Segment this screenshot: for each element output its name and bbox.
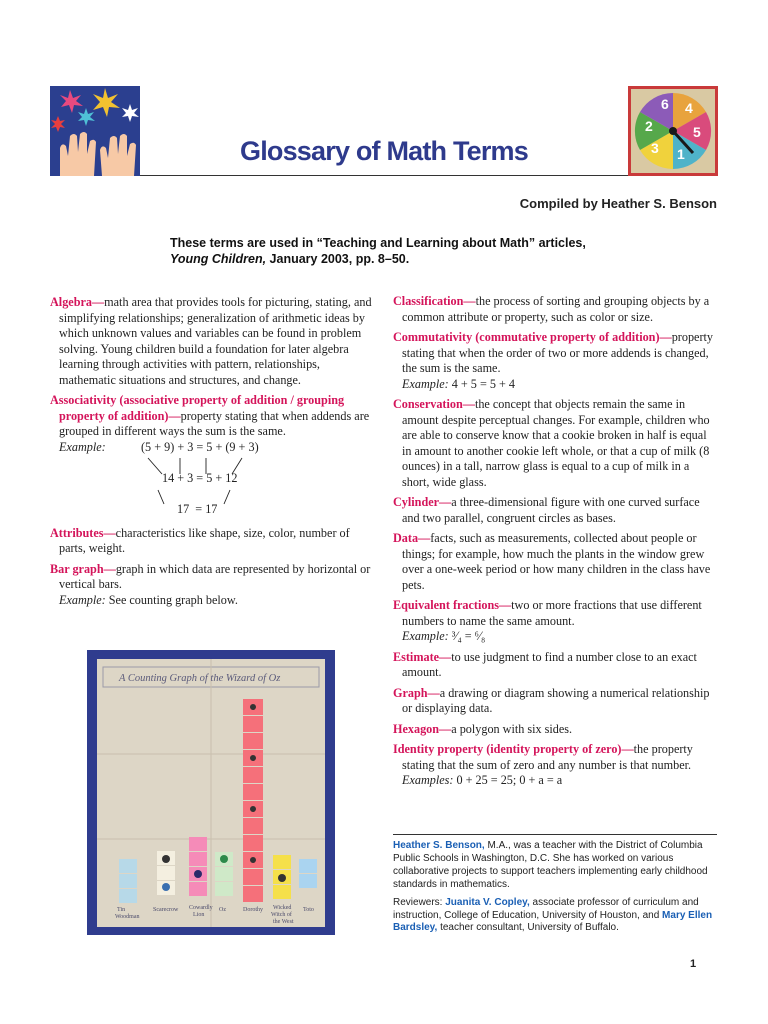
entry-algebra bbox=[50, 295, 375, 388]
term-label: Cylinder— bbox=[393, 495, 452, 509]
example-text: See counting graph below. bbox=[105, 592, 238, 607]
svg-text:3: 3 bbox=[651, 140, 659, 156]
reviewer-text: associate professor of curriculum and instruction, College of Education, University of Houston, and bbox=[393, 896, 699, 921]
term-label: Algebra— bbox=[50, 295, 105, 309]
svg-text:Woodman: Woodman bbox=[115, 914, 140, 920]
svg-text:2: 2 bbox=[645, 118, 653, 134]
term-label: Equivalent fractions— bbox=[393, 598, 512, 612]
svg-text:5: 5 bbox=[693, 124, 701, 140]
example-label: Example: bbox=[59, 592, 106, 607]
definition: the process of sorting and grouping objects by a common attribute or property, such as color or size. bbox=[402, 294, 710, 324]
svg-text:Witch of: Witch of bbox=[271, 912, 292, 918]
example-label: Example: bbox=[402, 376, 449, 391]
example-line-2: 14 + 3 = 5 + 12 bbox=[162, 470, 238, 485]
intro-line: These terms are used in “Teaching and Learning about Math” articles, bbox=[170, 236, 586, 250]
entry-estimate bbox=[393, 650, 718, 681]
example-label: Examples: bbox=[402, 773, 454, 787]
reviewers-note bbox=[393, 897, 717, 936]
bar-cowardly-lion bbox=[189, 837, 207, 896]
term-label: Hexagon— bbox=[393, 721, 452, 736]
poster-title: A Counting Graph of the Wizard of Oz bbox=[119, 673, 281, 684]
bar-dorothy bbox=[243, 699, 263, 902]
author-note bbox=[393, 840, 717, 892]
poster-board bbox=[97, 659, 325, 927]
reviewer-name: Mary Ellen Bardsley, bbox=[393, 909, 713, 934]
term-label: Bar graph— bbox=[50, 561, 116, 576]
definition: math area that provides tools for picturing, stating, and simplifying relationships; generalization of arithmetic ideas by which unknown values and variables can be found in problem solving. Young children build a foundation for later algebra learning through activities with pattern, relationships, mathematic situations and structures, and change. bbox=[59, 295, 372, 387]
term-label: Associativity (associative property of addition / grouping property of addition)— bbox=[50, 393, 345, 423]
svg-text:4: 4 bbox=[685, 100, 693, 116]
definition: facts, such as measurements, collected about people or things; for example, how much the plants in the window grew over a one-week period or how many children in the class have pets. bbox=[402, 531, 711, 592]
page-title: Glossary of Math Terms bbox=[240, 136, 528, 166]
definition: graph in which data are represented by horizontal or vertical bars. bbox=[59, 561, 371, 591]
definition: a polygon with six sides. bbox=[451, 721, 573, 736]
entry-data bbox=[393, 531, 718, 593]
example bbox=[402, 629, 718, 645]
svg-text:Cowardly: Cowardly bbox=[189, 905, 213, 911]
svg-text:Oz: Oz bbox=[219, 907, 226, 913]
bar-scarecrow bbox=[157, 851, 175, 895]
entry-commutativity bbox=[393, 330, 718, 392]
definition: property stating that when addends are grouped in different ways the sum is the same. bbox=[59, 408, 370, 438]
bar-oz bbox=[215, 852, 233, 896]
svg-text:6: 6 bbox=[661, 96, 669, 112]
definition: the property stating that the sum of zero and any number is that number. bbox=[402, 742, 693, 772]
example-line-1: (5 + 9) + 3 = 5 + (9 + 3) bbox=[141, 439, 259, 454]
author-bio bbox=[393, 840, 717, 940]
svg-text:Wicked: Wicked bbox=[273, 905, 292, 911]
header-illustration-hands bbox=[50, 86, 140, 176]
title-rule bbox=[140, 175, 628, 176]
poster-drawing bbox=[97, 659, 325, 927]
associativity-example bbox=[50, 439, 375, 516]
entry-classification bbox=[393, 294, 718, 325]
svg-text:Lion: Lion bbox=[193, 912, 205, 918]
term-label: Identity property (identity property of zero)— bbox=[393, 742, 634, 756]
definition: the concept that objects remain the same in amount despite perceptual changes. For example, children who are able to conserve know that a cookie broken in half is equal in amount to another cookie left whole, or that a cup of milk (8 ounces) in a tall, narrow glass is equal to a cup of milk in a short, wide glass. bbox=[402, 397, 710, 489]
page-number: 1 bbox=[690, 958, 697, 970]
definition: a three-dimensional figure with one curved surface and two parallel, congruent circles as bases. bbox=[402, 495, 700, 525]
example-label: Example: bbox=[59, 439, 106, 454]
bar-toto bbox=[299, 859, 317, 888]
example-line-3: 17 = 17 bbox=[177, 501, 218, 516]
definition: property stating that when the order of two or more addends is changed, the sum is the same. bbox=[402, 330, 713, 375]
example-text: ³⁄₄ = ⁶⁄₈ bbox=[448, 629, 486, 643]
svg-text:Dorothy: Dorothy bbox=[243, 907, 263, 913]
definition: a drawing or diagram showing a numerical relationship or displaying data. bbox=[402, 685, 710, 715]
entry-bar-graph bbox=[50, 562, 375, 609]
svg-text:Tin: Tin bbox=[117, 907, 126, 913]
intro-note bbox=[170, 235, 610, 267]
entry-cylinder bbox=[393, 495, 718, 526]
term-label: Commutativity (commutative property of addition)— bbox=[393, 330, 672, 344]
entry-identity-property bbox=[393, 742, 718, 789]
intro-citation: January 2003, pp. 8–50. bbox=[266, 252, 410, 266]
reviewer-name: Juanita V. Copley, bbox=[445, 896, 530, 908]
svg-text:the West: the West bbox=[273, 919, 294, 925]
example bbox=[402, 377, 718, 393]
glossary-right-column bbox=[393, 294, 718, 794]
term-label: Attributes— bbox=[50, 525, 116, 540]
reviewer-text: teacher consultant, University of Buffalo. bbox=[437, 922, 619, 934]
reviewers-label: Reviewers: bbox=[393, 896, 446, 908]
example-text: 4 + 5 = 5 + 4 bbox=[448, 376, 516, 391]
definition: to use judgment to find a number close to an exact amount. bbox=[402, 649, 697, 679]
term-label: Conservation— bbox=[393, 397, 475, 411]
bio-rule bbox=[393, 834, 717, 835]
compiled-by: Compiled by Heather S. Benson bbox=[519, 196, 717, 211]
counting-graph-photo bbox=[87, 650, 335, 935]
definition: two or more fractions that use different numbers to name the same amount. bbox=[402, 598, 702, 628]
header-illustration-spinner bbox=[628, 86, 718, 176]
entry-attributes bbox=[50, 526, 375, 557]
svg-text:Scarecrow: Scarecrow bbox=[153, 907, 179, 913]
definition: characteristics like shape, size, color, number of parts, weight. bbox=[59, 525, 350, 555]
entry-graph bbox=[393, 686, 718, 717]
term-label: Data— bbox=[393, 531, 431, 545]
svg-text:Toto: Toto bbox=[303, 907, 314, 913]
author-name: Heather S. Benson, bbox=[393, 840, 485, 851]
term-label: Classification— bbox=[393, 294, 476, 308]
term-label: Estimate— bbox=[393, 649, 452, 664]
glossary-left-column bbox=[50, 295, 375, 613]
entry-equivalent-fractions bbox=[393, 598, 718, 645]
entry-hexagon bbox=[393, 722, 718, 738]
author-text: M.A., was a teacher with the District of Columbia Public Schools in Washington, D.C. She has worked on various collaborative projects to support teachers implementing early childhood standards in mathematics. bbox=[393, 840, 708, 890]
bar-wicked-witch bbox=[273, 855, 291, 899]
bar-tinman bbox=[119, 859, 137, 903]
example-text: 0 + 25 = 25; 0 + a = a bbox=[453, 773, 563, 787]
svg-text:1: 1 bbox=[677, 146, 685, 162]
example-label: Example: bbox=[402, 629, 449, 643]
example bbox=[402, 773, 718, 789]
term-label: Graph— bbox=[393, 685, 440, 700]
entry-conservation bbox=[393, 397, 718, 490]
example bbox=[59, 593, 375, 609]
intro-journal: Young Children, bbox=[170, 252, 267, 266]
entry-associativity bbox=[50, 393, 375, 440]
